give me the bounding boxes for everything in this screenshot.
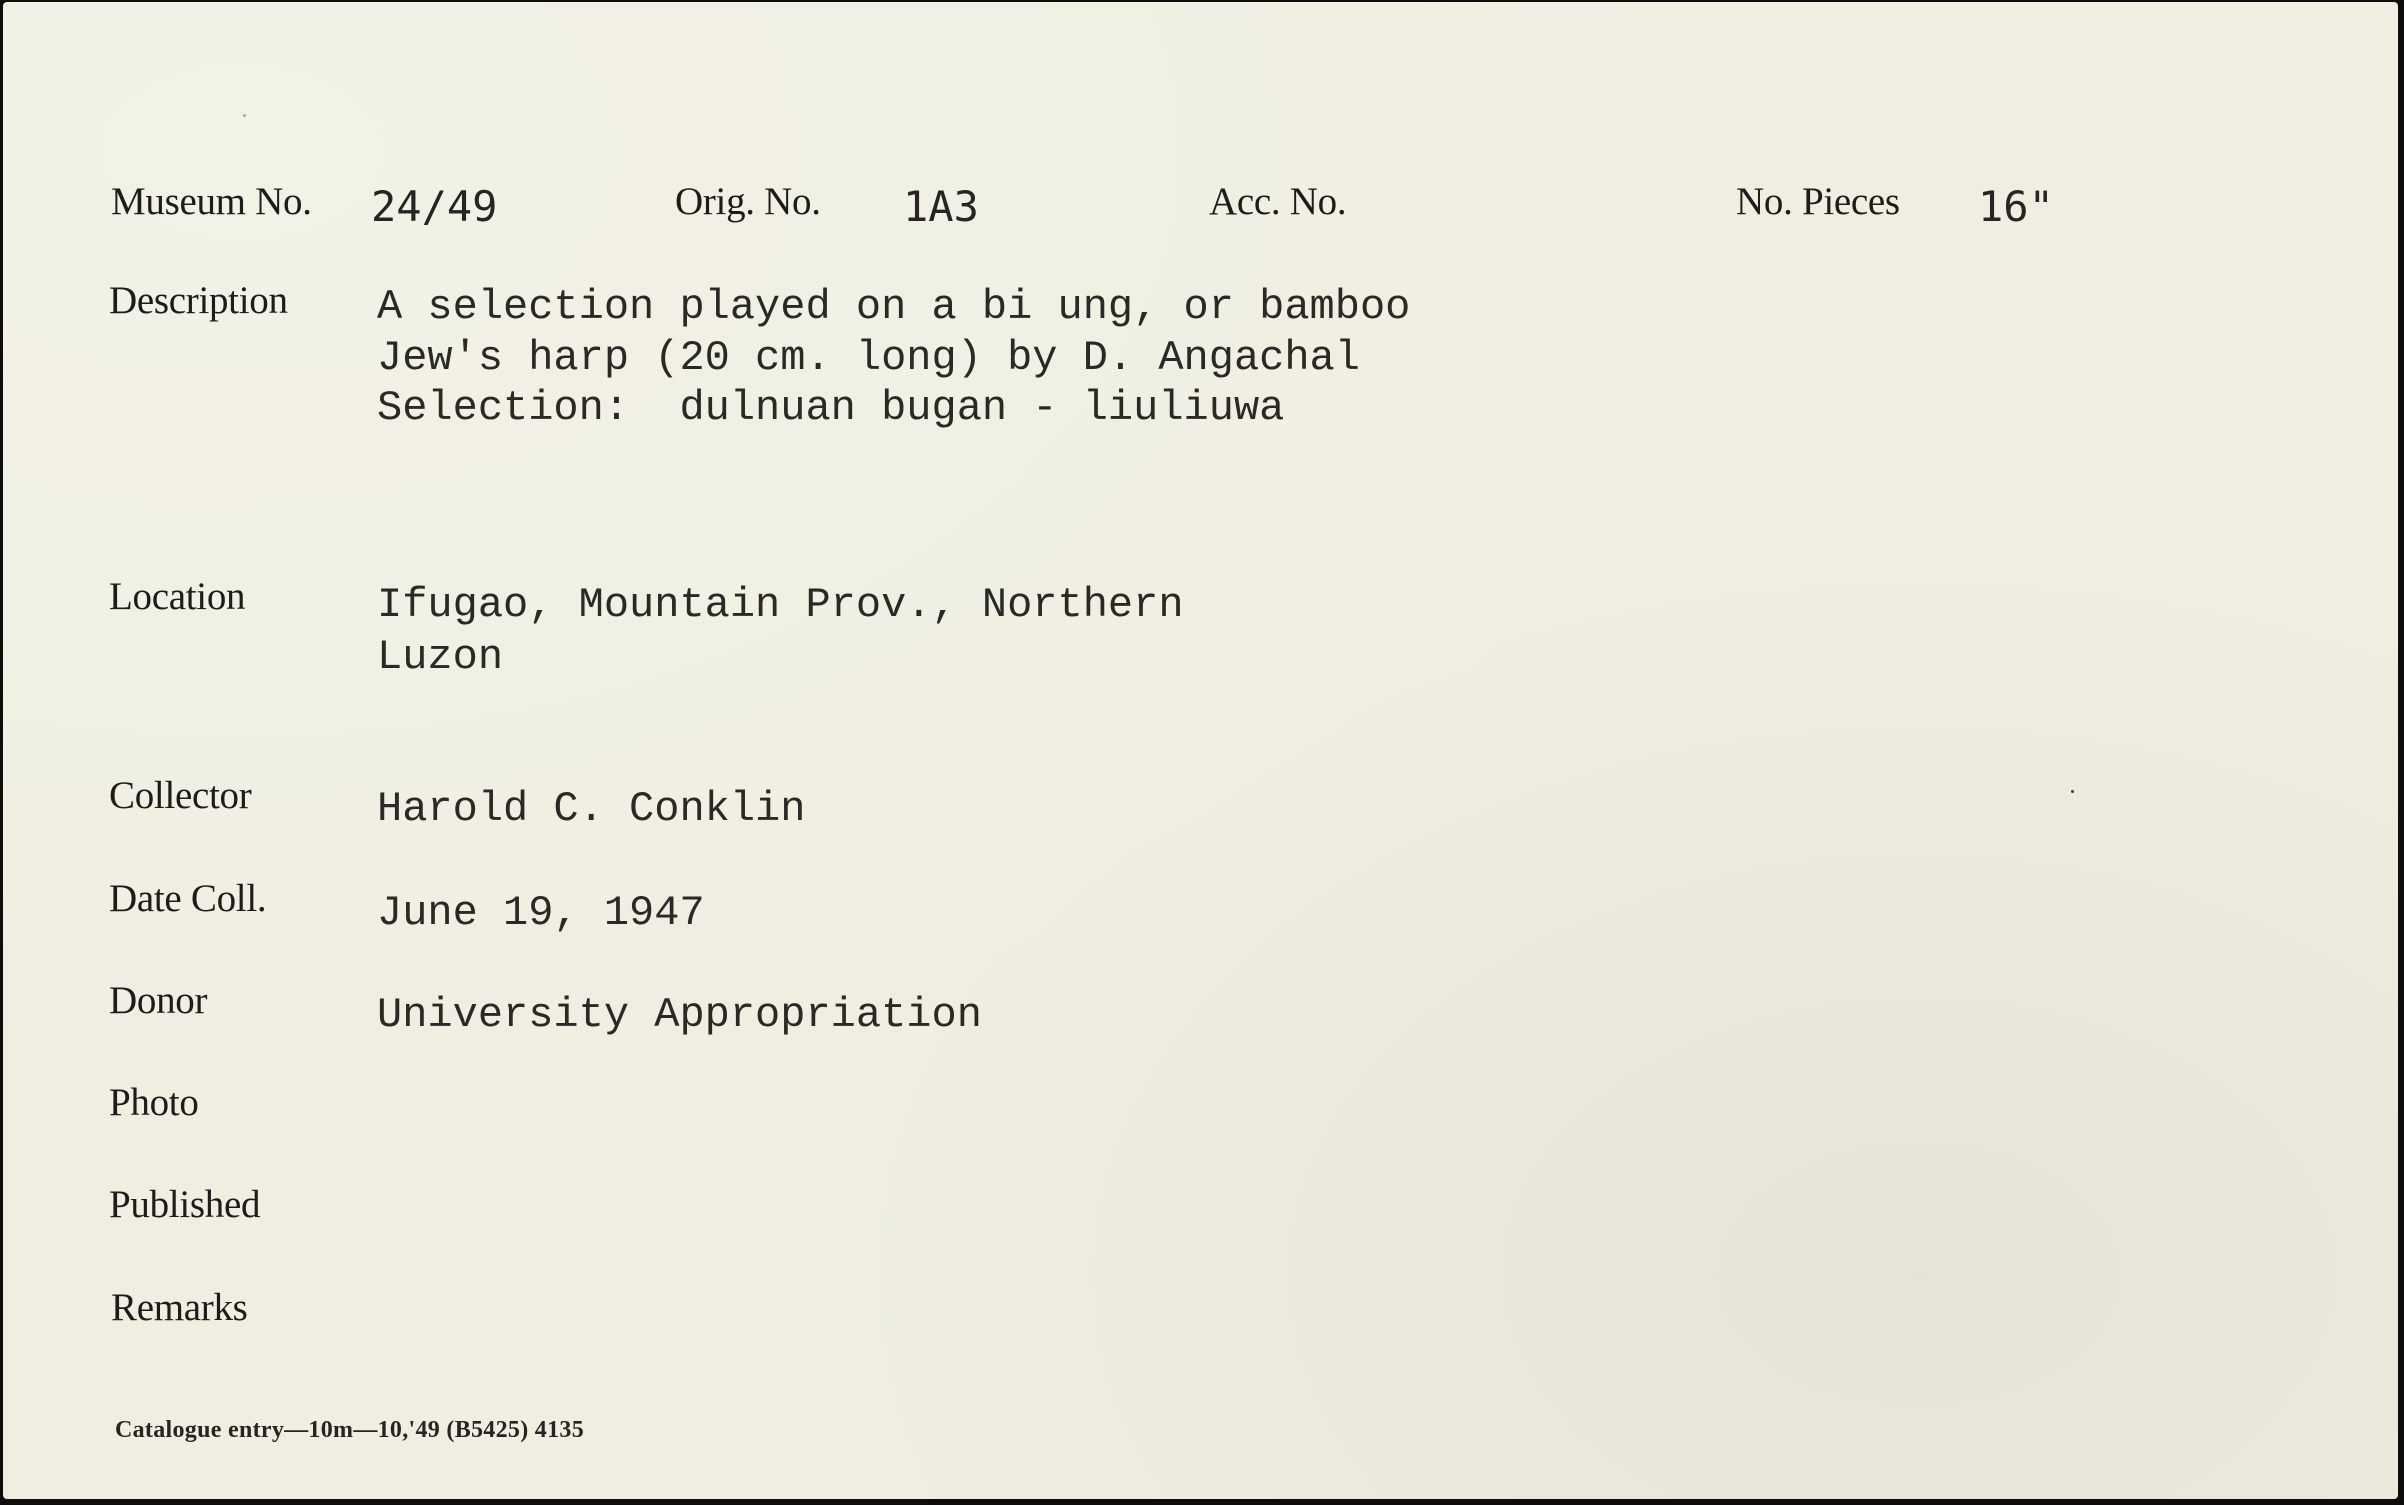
orig-no-value: 1A3 (903, 182, 979, 231)
collector-value: Harold C. Conklin (377, 785, 806, 833)
catalogue-footer: Catalogue entry—10m—10,'49 (B5425) 4135 (115, 1417, 584, 1443)
description-line-3: Selection: dulnuan bugan - liuliuwa (377, 384, 1285, 432)
description-line-2: Jew's harp (20 cm. long) by D. Angachal (377, 334, 1360, 382)
museum-no-value: 24/49 (371, 182, 498, 231)
location-line-1: Ifugao, Mountain Prov., Northern (377, 581, 1184, 629)
collector-label: Collector (109, 774, 252, 817)
no-pieces-value: 16" (1978, 182, 2054, 231)
orig-no-label: Orig. No. (675, 180, 821, 223)
location-line-2: Luzon (377, 633, 504, 681)
photo-label: Photo (109, 1081, 199, 1124)
date-coll-value: June 19, 1947 (377, 889, 705, 937)
remarks-label: Remarks (111, 1286, 248, 1329)
location-label: Location (109, 575, 246, 618)
description-line-1: A selection played on a bi ung, or bamboo (377, 283, 1411, 331)
description-label: Description (109, 279, 288, 322)
donor-label: Donor (109, 979, 208, 1022)
no-pieces-label: No. Pieces (1736, 180, 1900, 223)
catalogue-card (3, 2, 2398, 1499)
acc-no-label: Acc. No. (1209, 180, 1347, 223)
donor-value: University Appropriation (377, 991, 982, 1039)
paper-speck (2071, 790, 2074, 793)
paper-speck (243, 114, 246, 117)
published-label: Published (109, 1183, 261, 1226)
date-coll-label: Date Coll. (109, 877, 267, 920)
museum-no-label: Museum No. (111, 180, 312, 223)
